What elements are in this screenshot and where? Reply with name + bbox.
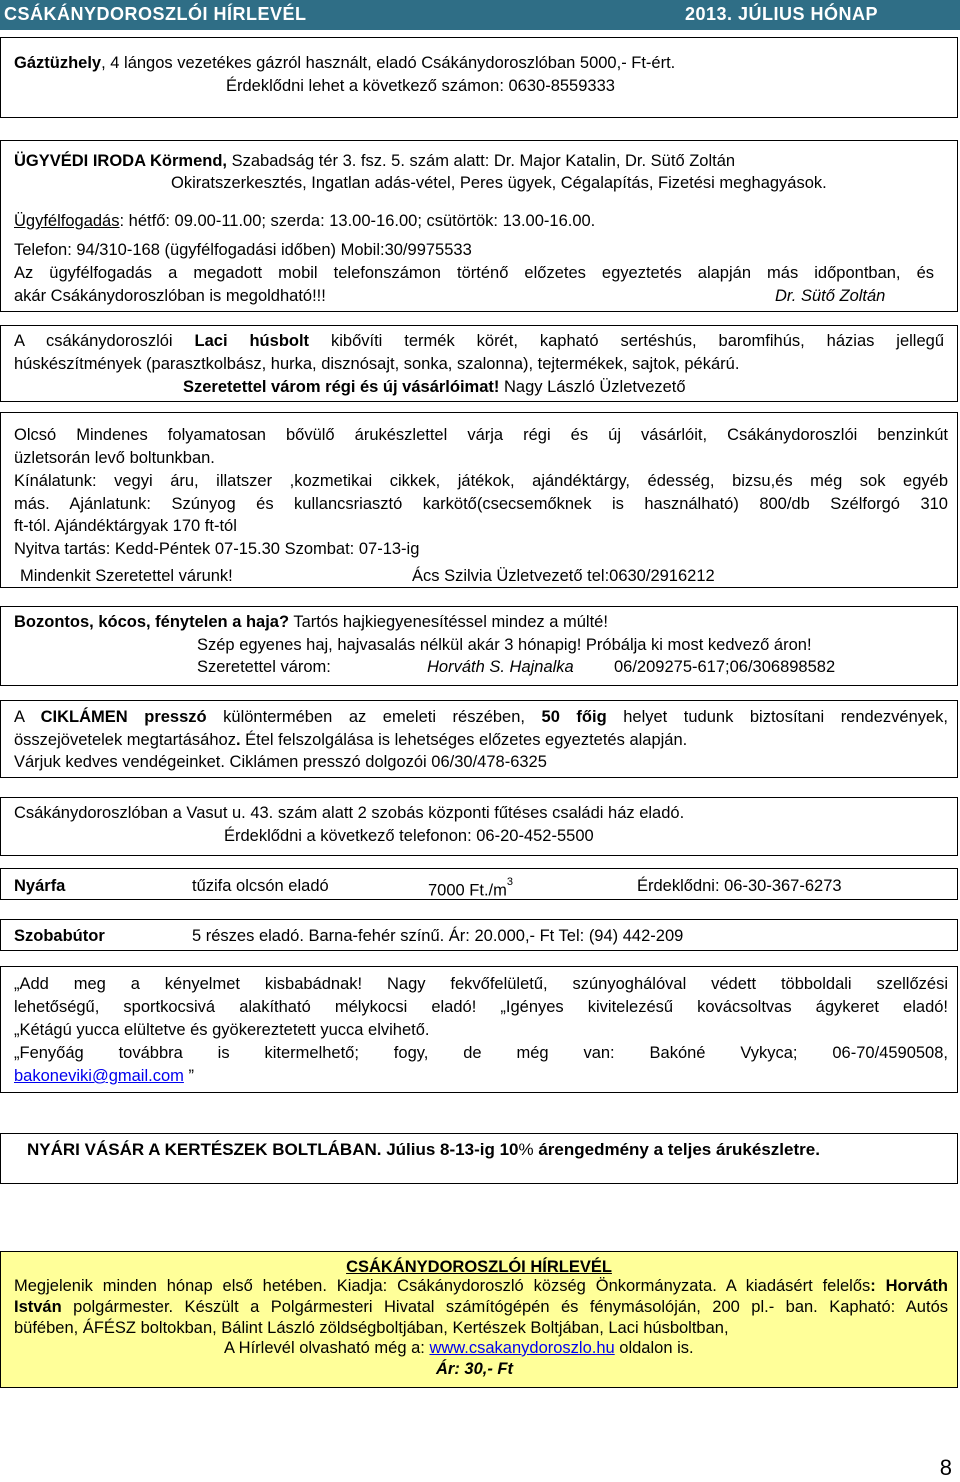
law-office-hours: Ügyfélfogadás: hétfő: 09.00-11.00; szerda: 13.00-16.00; csütörtök: 13.00-16.00. <box>14 212 596 230</box>
page-number: 8 <box>939 1455 952 1480</box>
hair-phone: 06/209275-617;06/306898582 <box>614 658 836 676</box>
newsletter-header <box>0 0 960 30</box>
law-office-note2: akár Csákánydoroszlóban is megoldható!!! <box>14 287 326 305</box>
hair-greeting: Szeretettel várom: <box>197 658 331 676</box>
law-office-note: Az ügyfélfogadás a megadott mobil telefonszámon történő előzetes egyeztetés alapján más időpontban, és <box>14 264 934 282</box>
ad-gas-stove-line2: Érdeklődni lehet a következő számon: 0630-8559333 <box>226 77 615 95</box>
butcher-line2: húskészítmények (parasztkolbász, hurka, disznósajt, sonka, szalonna), tejtermékek, sajtok, pékárú. <box>14 355 740 373</box>
firewood-name: Nyárfa <box>14 877 66 895</box>
store-line1: Olcsó Mindenes folyamatosan bővülő árukészlettel várja régi és új vásárlóit, Csákánydoroszlói benzinkút <box>14 426 948 444</box>
house-line2: Érdeklődni a következő telefonon: 06-20-452-5500 <box>224 827 594 845</box>
imprint-title: CSÁKÁNYDOROSZLÓI HÍRLEVÉL <box>346 1258 612 1276</box>
imprint-price: Ár: 30,- Ft <box>436 1360 514 1378</box>
store-line2: üzletsorán levő boltunkban. <box>14 449 215 467</box>
law-office-signature: Dr. Sütő Zoltán <box>775 287 886 305</box>
website-link[interactable]: www.csakanydoroszlo.hu <box>429 1339 615 1357</box>
store-hours: Nyitva tartás: Kedd-Péntek 07-15.30 Szombat: 07-13-ig <box>14 540 420 558</box>
imprint-line3: büfében, ÁFÉSZ boltokban, Bálint László zöldségboltjában, Kertészek Boltjában, Laci húsboltban, <box>14 1319 729 1337</box>
imprint-line4: A Hírlevél olvasható még a: www.csakanydoroszlo.hu oldalon is. <box>224 1339 694 1357</box>
law-office-line2: Okiratszerkesztés, Ingatlan adás-vétel, Peres ügyek, Cégalapítás, Fizetési meghagyások. <box>171 174 827 192</box>
ciklamen-line2: összejövetelek megtartásához. Étel felszolgálása is lehetséges előzetes egyeztetés alapján. <box>14 731 688 749</box>
furniture-desc: 5 részes eladó. Barna-fehér színű. Ár: 20.000,- Ft Tel: (94) 442-209 <box>192 927 684 945</box>
baby-line3: „Kétágú yucca elültetve és gyökereztetett yucca elvihető. <box>14 1021 430 1039</box>
store-line4: más. Ajánlatunk: Szúnyog és kullancsriasztó karkötő(csecsemőknek is használható) 800/db Szélforgó 310 <box>14 495 948 513</box>
imprint-line2: István polgármester. Készült a Polgármesteri Hivatal számítógépén és fénymásolóján, 200 pl.- ban. Kapható: Autós <box>14 1298 948 1316</box>
store-greeting: Mindenkit Szeretettel várunk! <box>20 567 233 585</box>
hair-line1: Bozontos, kócos, fénytelen a haja? Tartós hajkiegyenesítéssel mindez a múlté! <box>14 613 608 631</box>
baby-line4: „Fenyőág továbbra is kitermelhető; fogy, de még van: Bakóné Vykyca; 06-70/4590508, <box>14 1044 948 1062</box>
firewood-price: 7000 $Ft./m^3$ <box>428 876 513 900</box>
firewood-desc: tűzifa olcsón eladó <box>192 877 329 895</box>
header-date: 2013. JÚLIUS HÓNAP <box>684 4 878 24</box>
store-line5: ft-tól. Ajándéktárgyak 170 ft-tól <box>14 517 237 535</box>
ciklamen-line3: Várjuk kedves vendégeinket. Ciklámen presszó dolgozói 06/30/478-6325 <box>14 753 547 771</box>
firewood-contact: Érdeklődni: 06-30-367-6273 <box>637 877 842 895</box>
house-line1: Csákánydoroszlóban a Vasut u. 43. szám alatt 2 szobás központi fűtéses családi ház eladó. <box>14 804 685 822</box>
law-office-line1: ÜGYVÉDI IRODA Körmend, Szabadság tér 3. fsz. 5. szám alatt: Dr. Major Katalin, Dr. Sütő Zoltán <box>14 152 736 170</box>
baby-line5: bakoneviki@gmail.com ” <box>14 1067 194 1085</box>
header-title: CSÁKÁNYDOROSZLÓI HÍRLEVÉL <box>4 4 307 24</box>
hair-stylist-name: Horváth S. Hajnalka <box>427 658 574 676</box>
email-link[interactable]: bakoneviki@gmail.com <box>14 1067 184 1085</box>
ciklamen-line1: A CIKLÁMEN presszó különtermében az emeleti részében, 50 főig helyet tudunk biztosítani rendezvények, <box>14 708 949 726</box>
hair-line2: Szép egyenes haj, hajvasalás nélkül akár 3 hónapig! Próbálja ki most kedvező áron! <box>197 636 812 654</box>
furniture-name: Szobabútor <box>14 927 105 945</box>
store-line3: Kínálatunk: vegyi áru, illatszer ,kozmetikai cikkek, játékok, ajándéktárgy, édesség, bizsu,és még sok egyéb <box>14 472 948 490</box>
store-manager: Ács Szilvia Üzletvezető tel:0630/2916212 <box>412 567 715 585</box>
garden-sale-text: NYÁRI VÁSÁR A KERTÉSZEK BOLTLÁBAN. Július 8-13-ig 10% árengedmény a teljes árukészletre. <box>27 1140 820 1159</box>
imprint-line1: Megjelenik minden hónap első hetében. Kiadja: Csákánydoroszló község Önkormányzata. A kiadásért felelős: Horváth <box>14 1277 948 1295</box>
ad-gas-stove-line1: Gáztüzhely, 4 lángos vezetékes gázról használt, eladó Csákánydoroszlóban 5000,- Ft-ért. <box>14 54 676 72</box>
baby-line2: lehetőségű, sportkocsivá alakítható mélykocsi eladó! „Igényes kivitelezésű kovácsoltvas ágykeret eladó! <box>14 998 948 1016</box>
law-office-phone: Telefon: 94/310-168 (ügyfélfogadási időben) Mobil:30/9975533 <box>14 241 472 259</box>
butcher-line3: Szeretettel várom régi és új vásárlóimat! Nagy László Üzletvezető <box>183 378 686 396</box>
baby-line1: „Add meg a kényelmet kisbabádnak! Nagy fekvőfelületű, szúnyoghálóval védett többoldali szellőzési <box>14 975 948 993</box>
butcher-line1: A csákánydoroszlói Laci húsbolt kibővíti termék körét, kapható sertéshús, baromfihús, házias jellegű <box>14 332 945 350</box>
